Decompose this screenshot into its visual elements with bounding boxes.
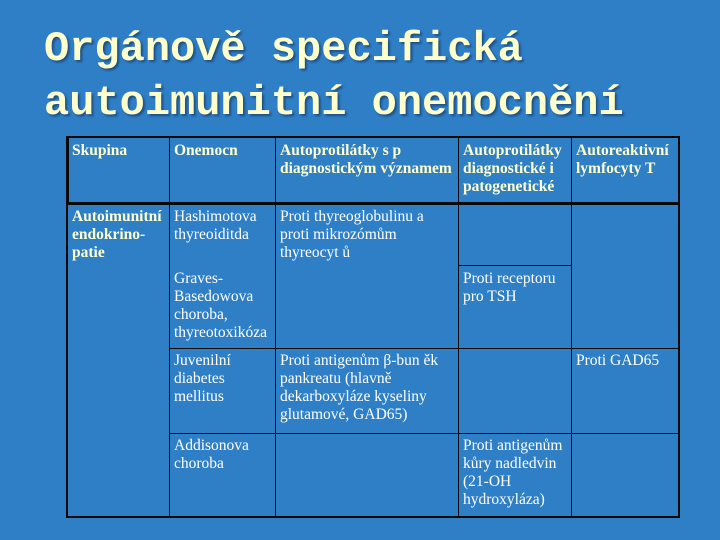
table-row-1-diag: Proti thyreoglobulinu a proti mikrozómům thyreocyt ů: [280, 208, 424, 261]
table-row-4-disease: Addisonova choroba: [174, 437, 249, 472]
slide-title-line-2: autoimunitní onemocnění: [44, 79, 624, 127]
table-border: [66, 136, 680, 518]
table-row-3-disease: Juvenilní diabetes mellitus: [174, 352, 231, 405]
table-row-3-diag: Proti antigenům β-bun ěk pankreatu (hlavně dekarboxyláze kyseliny glutamové, GAD65): [280, 352, 439, 423]
row-divider: [458, 265, 571, 266]
header-autoreaktivni: Autoreaktivní lymfocyty T: [576, 142, 669, 177]
table-row-4-pat: Proti antigenům kůry nadledvin (21-OH hydroxyláza): [463, 437, 563, 508]
row-divider: [169, 433, 680, 434]
group-label: Autoimunitní endokrino- patie: [72, 208, 162, 261]
header-autoprotilatky-pathogenetic: Autoprotilátky diagnostické i patogenetické: [463, 142, 562, 195]
column-divider: [275, 136, 276, 516]
table-row-3-tcell: Proti GAD65: [576, 352, 660, 369]
table-row-2-disease: Graves- Basedowova choroba, thyreotoxikóza: [174, 270, 267, 341]
row-divider: [169, 348, 680, 349]
header-autoprotilatky-diagnostic: Autoprotilátky s p diagnostickým významem: [280, 142, 452, 177]
slide-title-line-1: Orgánově specifická: [44, 25, 523, 73]
column-divider: [571, 136, 572, 516]
table-row-1-disease: Hashimotova thyreoiditda: [174, 208, 257, 243]
header-onemocneni: Onemocn: [174, 142, 238, 159]
slide-title: [44, 22, 624, 130]
table-row-2-pat: Proti receptoru pro TSH: [463, 270, 556, 305]
header-skupina: Skupina: [72, 142, 128, 159]
disease-table: [66, 136, 680, 518]
header-divider: [66, 202, 680, 205]
